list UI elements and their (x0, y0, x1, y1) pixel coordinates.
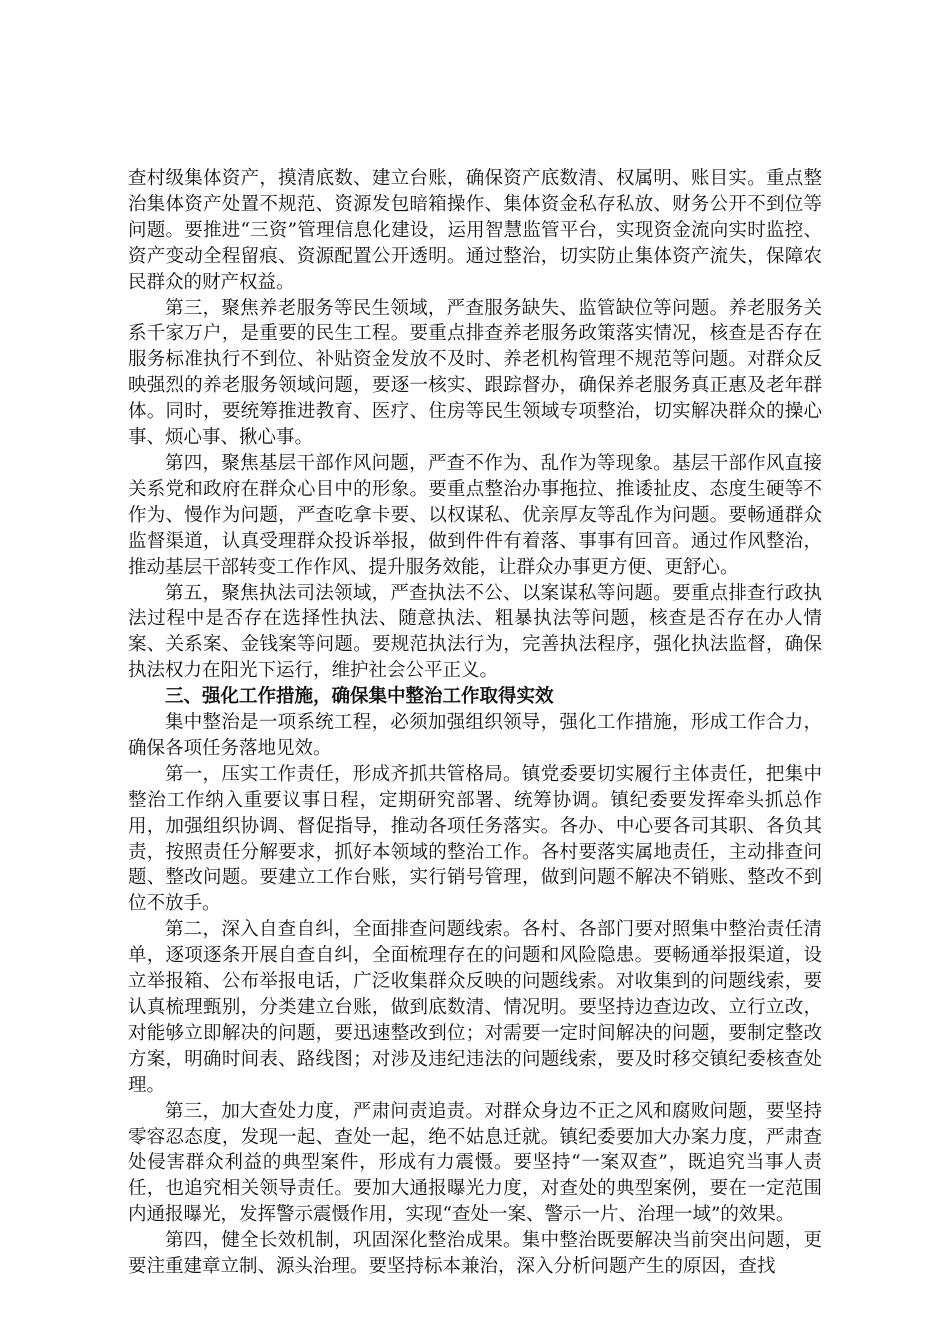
paragraph-continuation: 查村级集体资产，摸清底数、建立台账，确保资产底数清、权属明、账目实。重点整治集体资产处置不规范、资源发包暗箱操作、集体资金私存私放、财务公开不到位等问题。要推进“三资”管理信息化建设，运用智慧监管平台，实现资金流向实时监控、资产变动全程留痕、资源配置公开透明。通过整治，切实防止集体资产流失，保障农民群众的财产权益。 (128, 168, 822, 293)
paragraph-third-investigation: 第三，加大查处力度，严肃问责追责。对群众身边不正之风和腐败问题，要坚持零容忍态度，发现一起、查处一起，绝不姑息迁就。镇纪委要加大办案力度，严肃查处侵害群众利益的典型案件，形成有力震慑。要坚持“一案双查”，既追究当事人责任，也追究相关领导责任。要加大通报曝光力度，对查处的典型案例，要在一定范围内通报曝光，发挥警示震慑作用，实现“查处一案、警示一片、治理一域”的效果。 (128, 1100, 822, 1226)
paragraph-section-intro: 集中整治是一项系统工程，必须加强组织领导，强化工作措施，形成工作合力，确保各项任务落地见效。 (128, 712, 822, 759)
paragraph-third-elderly-care: 第三，聚焦养老服务等民生领域，严查服务缺失、监管缺位等问题。养老服务关系千家万户，是重要的民生工程。要重点排查养老服务政策落实情况，核查是否存在服务标准执行不到位、补贴资金发放不及时、养老机构管理不规范等问题。对群众反映强烈的养老服务领域问题，要逐一核实、跟踪督办，确保养老服务真正惠及老年群体。同时，要统筹推进教育、医疗、住房等民生领域专项整治，切实解决群众的操心事、烦心事、揪心事。 (128, 297, 822, 449)
document-body (128, 166, 822, 1280)
paragraph-first-responsibility: 第一，压实工作责任，形成齐抓共管格局。镇党委要切实履行主体责任，把集中整治工作纳入重要议事日程，定期研究部署、统筹协调。镇纪委要发挥牵头抓总作用，加强组织协调、督促指导，推动各项任务落实。各办、中心要各司其职、各负其责，按照责任分解要求，抓好本领域的整治工作。各村要落实属地责任，主动排查问题、整改问题。要建立工作台账，实行销号管理，做到问题不解决不销账、整改不到位不放手。 (128, 763, 822, 915)
paragraph-fifth-law-enforcement: 第五，聚焦执法司法领域，严查执法不公、以案谋私等问题。要重点排查行政执法过程中是否存在选择性执法、随意执法、粗暴执法等问题，核查是否存在办人情案、关系案、金钱案等问题。要规范执法行为，完善执法程序，强化执法监督，确保执法权力在阳光下运行，维护社会公平正义。 (128, 582, 822, 682)
paragraph-fourth-cadre-conduct: 第四，聚焦基层干部作风问题，严查不作为、乱作为等现象。基层干部作风直接关系党和政府在群众心目中的形象。要重点整治办事拖拉、推诿扯皮、态度生硬等不作为、慢作为问题，严查吃拿卡要、以权谋私、优亲厚友等乱作为问题。要畅通群众监督渠道，认真受理群众投诉举报，做到件件有着落、事事有回音。通过作风整治，推动基层干部转变工作作风、提升服务效能，让群众办事更方便、更舒心。 (128, 452, 822, 578)
paragraph-fourth-long-term-mechanism: 第四，健全长效机制，巩固深化整治成果。集中整治既要解决当前突出问题，更要注重建章立制、源头治理。要坚持标本兼治，深入分析问题产生的原因，查找 (128, 1230, 822, 1278)
paragraph-second-self-inspection: 第二，深入自查自纠，全面排查问题线索。各村、各部门要对照集中整治责任清单，逐项逐条开展自查自纠，全面梳理存在的问题和风险隐患。要畅通举报渠道，设立举报箱、公布举报电话，广泛收集群众反映的问题线索。对收集到的问题线索，要认真梳理甄别，分类建立台账，做到底数清、情况明。要坚持边查边改、立行立改，对能够立即解决的问题，要迅速整改到位；对需要一定时间解决的问题，要制定整改方案，明确时间表、路线图；对涉及违纪违法的问题线索，要及时移交镇纪委核查处理。 (128, 919, 822, 1096)
section-heading-three: 三、强化工作措施，确保集中整治工作取得实效 (165, 686, 554, 708)
